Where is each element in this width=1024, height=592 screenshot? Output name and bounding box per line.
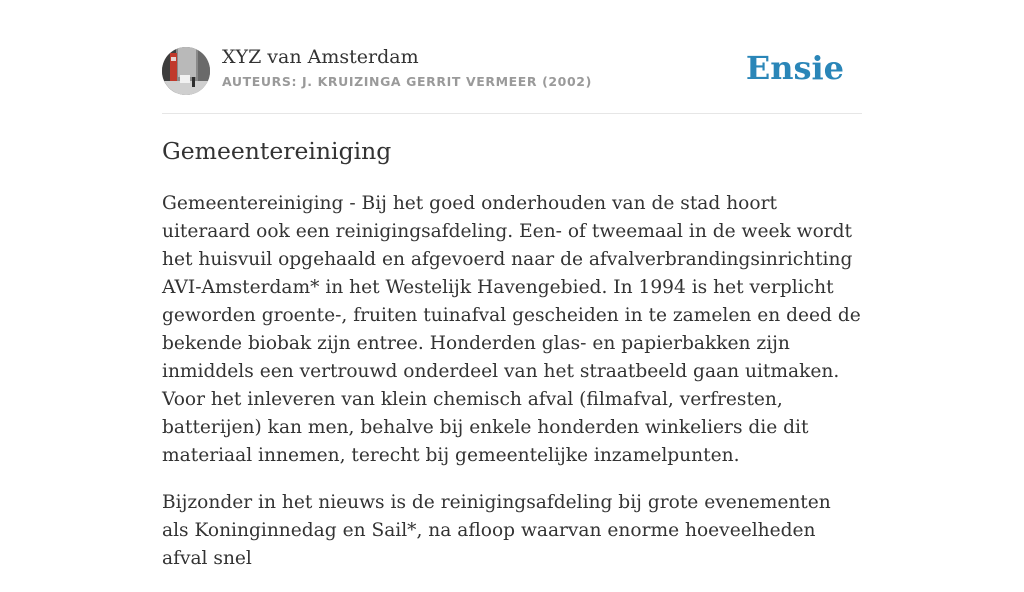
entry-title: Gemeentereiniging bbox=[162, 137, 392, 165]
header-divider bbox=[162, 113, 862, 114]
book-title[interactable]: XYZ van Amsterdam bbox=[222, 46, 419, 68]
entry-paragraph-1: Gemeentereiniging - Bij het goed onderhouden van de stad hoort uiteraard ook een reinigingsafdeling. Een- of tweemaal in de week wordt het huisvuil opgehaald en afgevoerd naar de afvalverbrandingsinrichting AVI-Amsterdam* in het Westelijk Havengebied. In 1994 is het verplicht geworden groente-, fruiten tuinafval gescheiden in te zamelen en deed de bekende biobak zijn entree. Honderden glas- en papierbakken zijn inmiddels een vertrouwd onderdeel van het straatbeeld gaan uitmaken. Voor het inleveren van klein chemisch afval (filmafval, verfresten, batterijen) kan men, behalve bij enkele honderden winkeliers die dit materiaal innemen, terecht bij gemeentelijke inzamelpunten. bbox=[162, 193, 861, 466]
ensie-logo[interactable]: Ensie bbox=[745, 49, 844, 87]
entry-paragraph-2: Bijzonder in het nieuws is de reinigingsafdeling bij grote evenementen als Koninginnedag en Sail*, na afloop waarvan enorme hoeveelheden afval snel bbox=[162, 492, 831, 569]
book-cover-avatar[interactable] bbox=[162, 47, 210, 95]
authors-line: AUTEURS: J. KRUIZINGA GERRIT VERMEER (2002) bbox=[222, 74, 592, 89]
entry-body bbox=[162, 190, 862, 592]
street-photo-icon bbox=[162, 47, 210, 95]
header bbox=[162, 46, 862, 96]
